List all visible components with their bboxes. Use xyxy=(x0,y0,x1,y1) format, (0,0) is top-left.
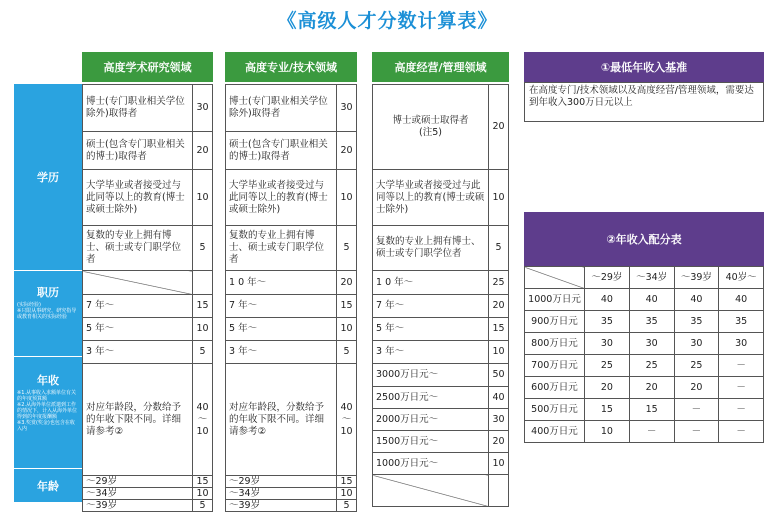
cell-text: ～29岁 xyxy=(83,476,193,488)
income-table xyxy=(524,266,764,443)
table-row xyxy=(83,318,213,341)
cell-points: 30 xyxy=(193,85,213,132)
income-label: 900万日元 xyxy=(525,311,585,333)
cell-text: 博士(专门职业相关学位除外)取得者 xyxy=(83,85,193,132)
cell-points xyxy=(337,364,357,476)
cell-points: － xyxy=(719,355,764,377)
cell-points: 25 xyxy=(489,271,509,295)
cell-text: 复数的专业上拥有博士、硕士或专门职学位者 xyxy=(226,226,337,271)
cell-points: 15 xyxy=(489,318,509,341)
table-row xyxy=(525,377,764,399)
cell-points: 25 xyxy=(674,355,719,377)
table-row xyxy=(226,226,357,271)
table-row xyxy=(373,226,509,271)
table-row xyxy=(226,295,357,318)
table-row xyxy=(373,318,509,341)
cell-points: 20 xyxy=(489,431,509,453)
cell-points: － xyxy=(674,399,719,421)
cell-points: 40 xyxy=(629,289,674,311)
cell-points: 10 xyxy=(193,170,213,226)
cell-points: 35 xyxy=(674,311,719,333)
table-row xyxy=(83,132,213,170)
table-row xyxy=(226,364,357,476)
category-income xyxy=(14,372,82,462)
cell-text: ～29岁 xyxy=(226,476,337,488)
cell-points: 15 xyxy=(337,295,357,318)
cell-text: 硕士(包含专门职业相关的博士)取得者 xyxy=(83,132,193,170)
cell-text: ～34岁 xyxy=(226,488,337,500)
cell-text: 5 年～ xyxy=(83,318,193,341)
cell-text: 大学毕业或者接受过与此同等以上的教育(博士或硕士除外) xyxy=(373,170,489,226)
cell-points: 10 xyxy=(489,453,509,475)
cell-text: 1 0 年～ xyxy=(226,271,337,295)
page-title: 《高级人才分数计算表》 xyxy=(277,10,498,32)
table-row xyxy=(373,364,509,387)
table-row xyxy=(525,311,764,333)
cell-points: 20 xyxy=(337,271,357,295)
cell-points: 10 xyxy=(337,488,357,500)
table-row xyxy=(83,341,213,364)
table-row xyxy=(373,409,509,431)
category-income-note: ※1.从事收入求额单位有关的年度预算额 ※2.从海外单位派遣到工作的情况下，计入从海外单位得到的年度报酬额 ※3.奖赏(奖金)也包含在收入内 xyxy=(17,390,78,432)
table-row xyxy=(83,170,213,226)
category-edu xyxy=(14,84,82,270)
cell-text: ～39岁 xyxy=(83,500,193,512)
cell-text: 2000万日元～ xyxy=(373,409,489,431)
cell-points: － xyxy=(674,421,719,443)
category-age-label: 年龄 xyxy=(37,480,59,493)
cell-points xyxy=(193,271,213,295)
cell-points: 35 xyxy=(629,311,674,333)
cell-text: 博士(专门职业相关学位除外)取得者 xyxy=(226,85,337,132)
cell-points: 20 xyxy=(193,132,213,170)
cell-points: 25 xyxy=(585,355,630,377)
diagonal-cell xyxy=(525,267,585,289)
table-row xyxy=(226,341,357,364)
cell-points: 40 xyxy=(489,387,509,409)
points-min: 10 xyxy=(340,425,353,437)
table-row xyxy=(83,488,213,500)
cell-points: 5 xyxy=(193,341,213,364)
table-row xyxy=(226,85,357,132)
cell-text: 3 年～ xyxy=(226,341,337,364)
cell-points: 25 xyxy=(629,355,674,377)
cell-points: 30 xyxy=(719,333,764,355)
points-max: 40 xyxy=(196,401,209,413)
table-row xyxy=(83,85,213,132)
divider xyxy=(14,270,82,271)
cell-points: 20 xyxy=(489,85,509,170)
cell-points: 15 xyxy=(193,476,213,488)
header-management: 高度经营/管理领域 xyxy=(372,52,509,82)
cell-points: 40 xyxy=(674,289,719,311)
cell-points: 10 xyxy=(337,318,357,341)
cell-points: － xyxy=(719,421,764,443)
points-range: ～ xyxy=(197,413,208,425)
cell-points: 10 xyxy=(193,318,213,341)
cell-points: 5 xyxy=(337,341,357,364)
table-technical xyxy=(225,84,357,512)
cell-points: 10 xyxy=(489,341,509,364)
cell-points: 30 xyxy=(489,409,509,431)
cell-points: 40 xyxy=(585,289,630,311)
table-row xyxy=(83,476,213,488)
cell-text: 大学毕业或者接受过与此同等以上的教育(博士或硕士除外) xyxy=(226,170,337,226)
table-row xyxy=(83,271,213,295)
cell-text: 对应年龄段，分数给予的年收下限不同。详细请参考② xyxy=(83,364,193,476)
cell-points: － xyxy=(719,399,764,421)
category-exp-label: 职历 xyxy=(37,286,59,299)
age-header: 40岁～ xyxy=(719,267,764,289)
diagonal-cell xyxy=(83,271,193,295)
cell-text: ～39岁 xyxy=(226,500,337,512)
cell-points: 5 xyxy=(193,500,213,512)
table-row xyxy=(83,295,213,318)
cell-points: 20 xyxy=(337,132,357,170)
table-row xyxy=(525,421,764,443)
category-exp-note: (实际经验) ※只限从事研究、研究指导或教育相关的实际经验 xyxy=(17,302,77,320)
cell-points: 5 xyxy=(337,500,357,512)
cell-text: 3 年～ xyxy=(83,341,193,364)
table-row xyxy=(83,500,213,512)
cell-points xyxy=(193,364,213,476)
cell-text: 博士或硕士取得者 (注5) xyxy=(373,85,489,170)
points-min: 10 xyxy=(196,425,209,437)
cell-text: 复数的专业上拥有博士、硕士或专门职学位者 xyxy=(373,226,489,271)
cell-text: 1 0 年～ xyxy=(373,271,489,295)
cell-points: 30 xyxy=(585,333,630,355)
table-row xyxy=(226,318,357,341)
cell-text: 5 年～ xyxy=(226,318,337,341)
table-row xyxy=(373,170,509,226)
cell-points: 10 xyxy=(193,488,213,500)
cell-points: 10 xyxy=(585,421,630,443)
age-header: ～34岁 xyxy=(629,267,674,289)
age-header: ～39岁 xyxy=(674,267,719,289)
table-row xyxy=(525,355,764,377)
category-edu-label: 学历 xyxy=(37,171,59,184)
header-technical: 高度专业/技术领域 xyxy=(225,52,357,82)
table-row xyxy=(373,295,509,318)
cell-points: 15 xyxy=(585,399,630,421)
table-row xyxy=(226,488,357,500)
income-label: 800万日元 xyxy=(525,333,585,355)
table-row xyxy=(226,476,357,488)
cell-points: 15 xyxy=(629,399,674,421)
category-age xyxy=(14,476,82,496)
cell-points: 5 xyxy=(489,226,509,271)
cell-text: 复数的专业上拥有博士、硕士或专门职学位者 xyxy=(83,226,193,271)
cell-text: 5 年～ xyxy=(373,318,489,341)
table-row xyxy=(373,341,509,364)
cell-points: 30 xyxy=(629,333,674,355)
table-row xyxy=(226,170,357,226)
cell-points: 30 xyxy=(337,85,357,132)
table-row xyxy=(373,387,509,409)
table-management xyxy=(372,84,509,507)
cell-points: 20 xyxy=(674,377,719,399)
cell-points: 15 xyxy=(337,476,357,488)
table-row xyxy=(226,500,357,512)
cell-text: 2500万日元～ xyxy=(373,387,489,409)
cell-points: 5 xyxy=(337,226,357,271)
table-row xyxy=(525,289,764,311)
table-row xyxy=(525,399,764,421)
divider xyxy=(14,356,82,357)
table-academic xyxy=(82,84,213,512)
header-income-table: ②年收入配分表 xyxy=(524,212,764,266)
cell-text: ～34岁 xyxy=(83,488,193,500)
cell-points: 15 xyxy=(193,295,213,318)
age-header: ～29岁 xyxy=(585,267,630,289)
income-label: 400万日元 xyxy=(525,421,585,443)
cell-text: 1000万日元～ xyxy=(373,453,489,475)
table-row xyxy=(83,226,213,271)
header-academic: 高度学术研究领域 xyxy=(82,52,213,82)
table-row xyxy=(83,364,213,476)
min-income-text: 在高度专门/技术领域以及高度经营/管理领域，需要达到年收入300万日元以上 xyxy=(524,82,764,122)
income-label: 500万日元 xyxy=(525,399,585,421)
cell-text: 7 年～ xyxy=(373,295,489,318)
income-label: 700万日元 xyxy=(525,355,585,377)
cell-text: 大学毕业或者接受过与此同等以上的教育(博士或硕士除外) xyxy=(83,170,193,226)
cell-points: 10 xyxy=(489,170,509,226)
cell-points: 10 xyxy=(337,170,357,226)
cell-text: 硕士(包含专门职业相关的博士)取得者 xyxy=(226,132,337,170)
cell-points: 20 xyxy=(585,377,630,399)
cell-text: 7 年～ xyxy=(226,295,337,318)
cell-points: 40 xyxy=(719,289,764,311)
cell-text: 1500万日元～ xyxy=(373,431,489,453)
income-label: 600万日元 xyxy=(525,377,585,399)
table-row xyxy=(226,271,357,295)
income-label: 1000万日元 xyxy=(525,289,585,311)
table-row xyxy=(525,333,764,355)
cell-points: － xyxy=(719,377,764,399)
category-income-label: 年收 xyxy=(37,374,59,387)
table-row xyxy=(373,431,509,453)
cell-points: － xyxy=(629,421,674,443)
header-min-income: ①最低年收入基准 xyxy=(524,52,764,82)
table-row xyxy=(226,132,357,170)
points-range: ～ xyxy=(341,413,352,425)
table-row xyxy=(373,453,509,475)
category-exp xyxy=(14,284,82,354)
points-max: 40 xyxy=(340,401,353,413)
cell-points: 50 xyxy=(489,364,509,387)
cell-points: 30 xyxy=(674,333,719,355)
cell-text: 3 年～ xyxy=(373,341,489,364)
cell-text: 对应年龄段，分数给予的年收下限不同。详细请参考② xyxy=(226,364,337,476)
table-row xyxy=(525,267,764,289)
cell-points: 20 xyxy=(489,295,509,318)
cell-points: 20 xyxy=(629,377,674,399)
cell-text: 3000万日元～ xyxy=(373,364,489,387)
cell-points: 5 xyxy=(193,226,213,271)
cell-points: 35 xyxy=(585,311,630,333)
cell-points: 35 xyxy=(719,311,764,333)
cell-text: 7 年～ xyxy=(83,295,193,318)
divider xyxy=(14,468,82,469)
table-row xyxy=(373,271,509,295)
table-row xyxy=(373,85,509,170)
